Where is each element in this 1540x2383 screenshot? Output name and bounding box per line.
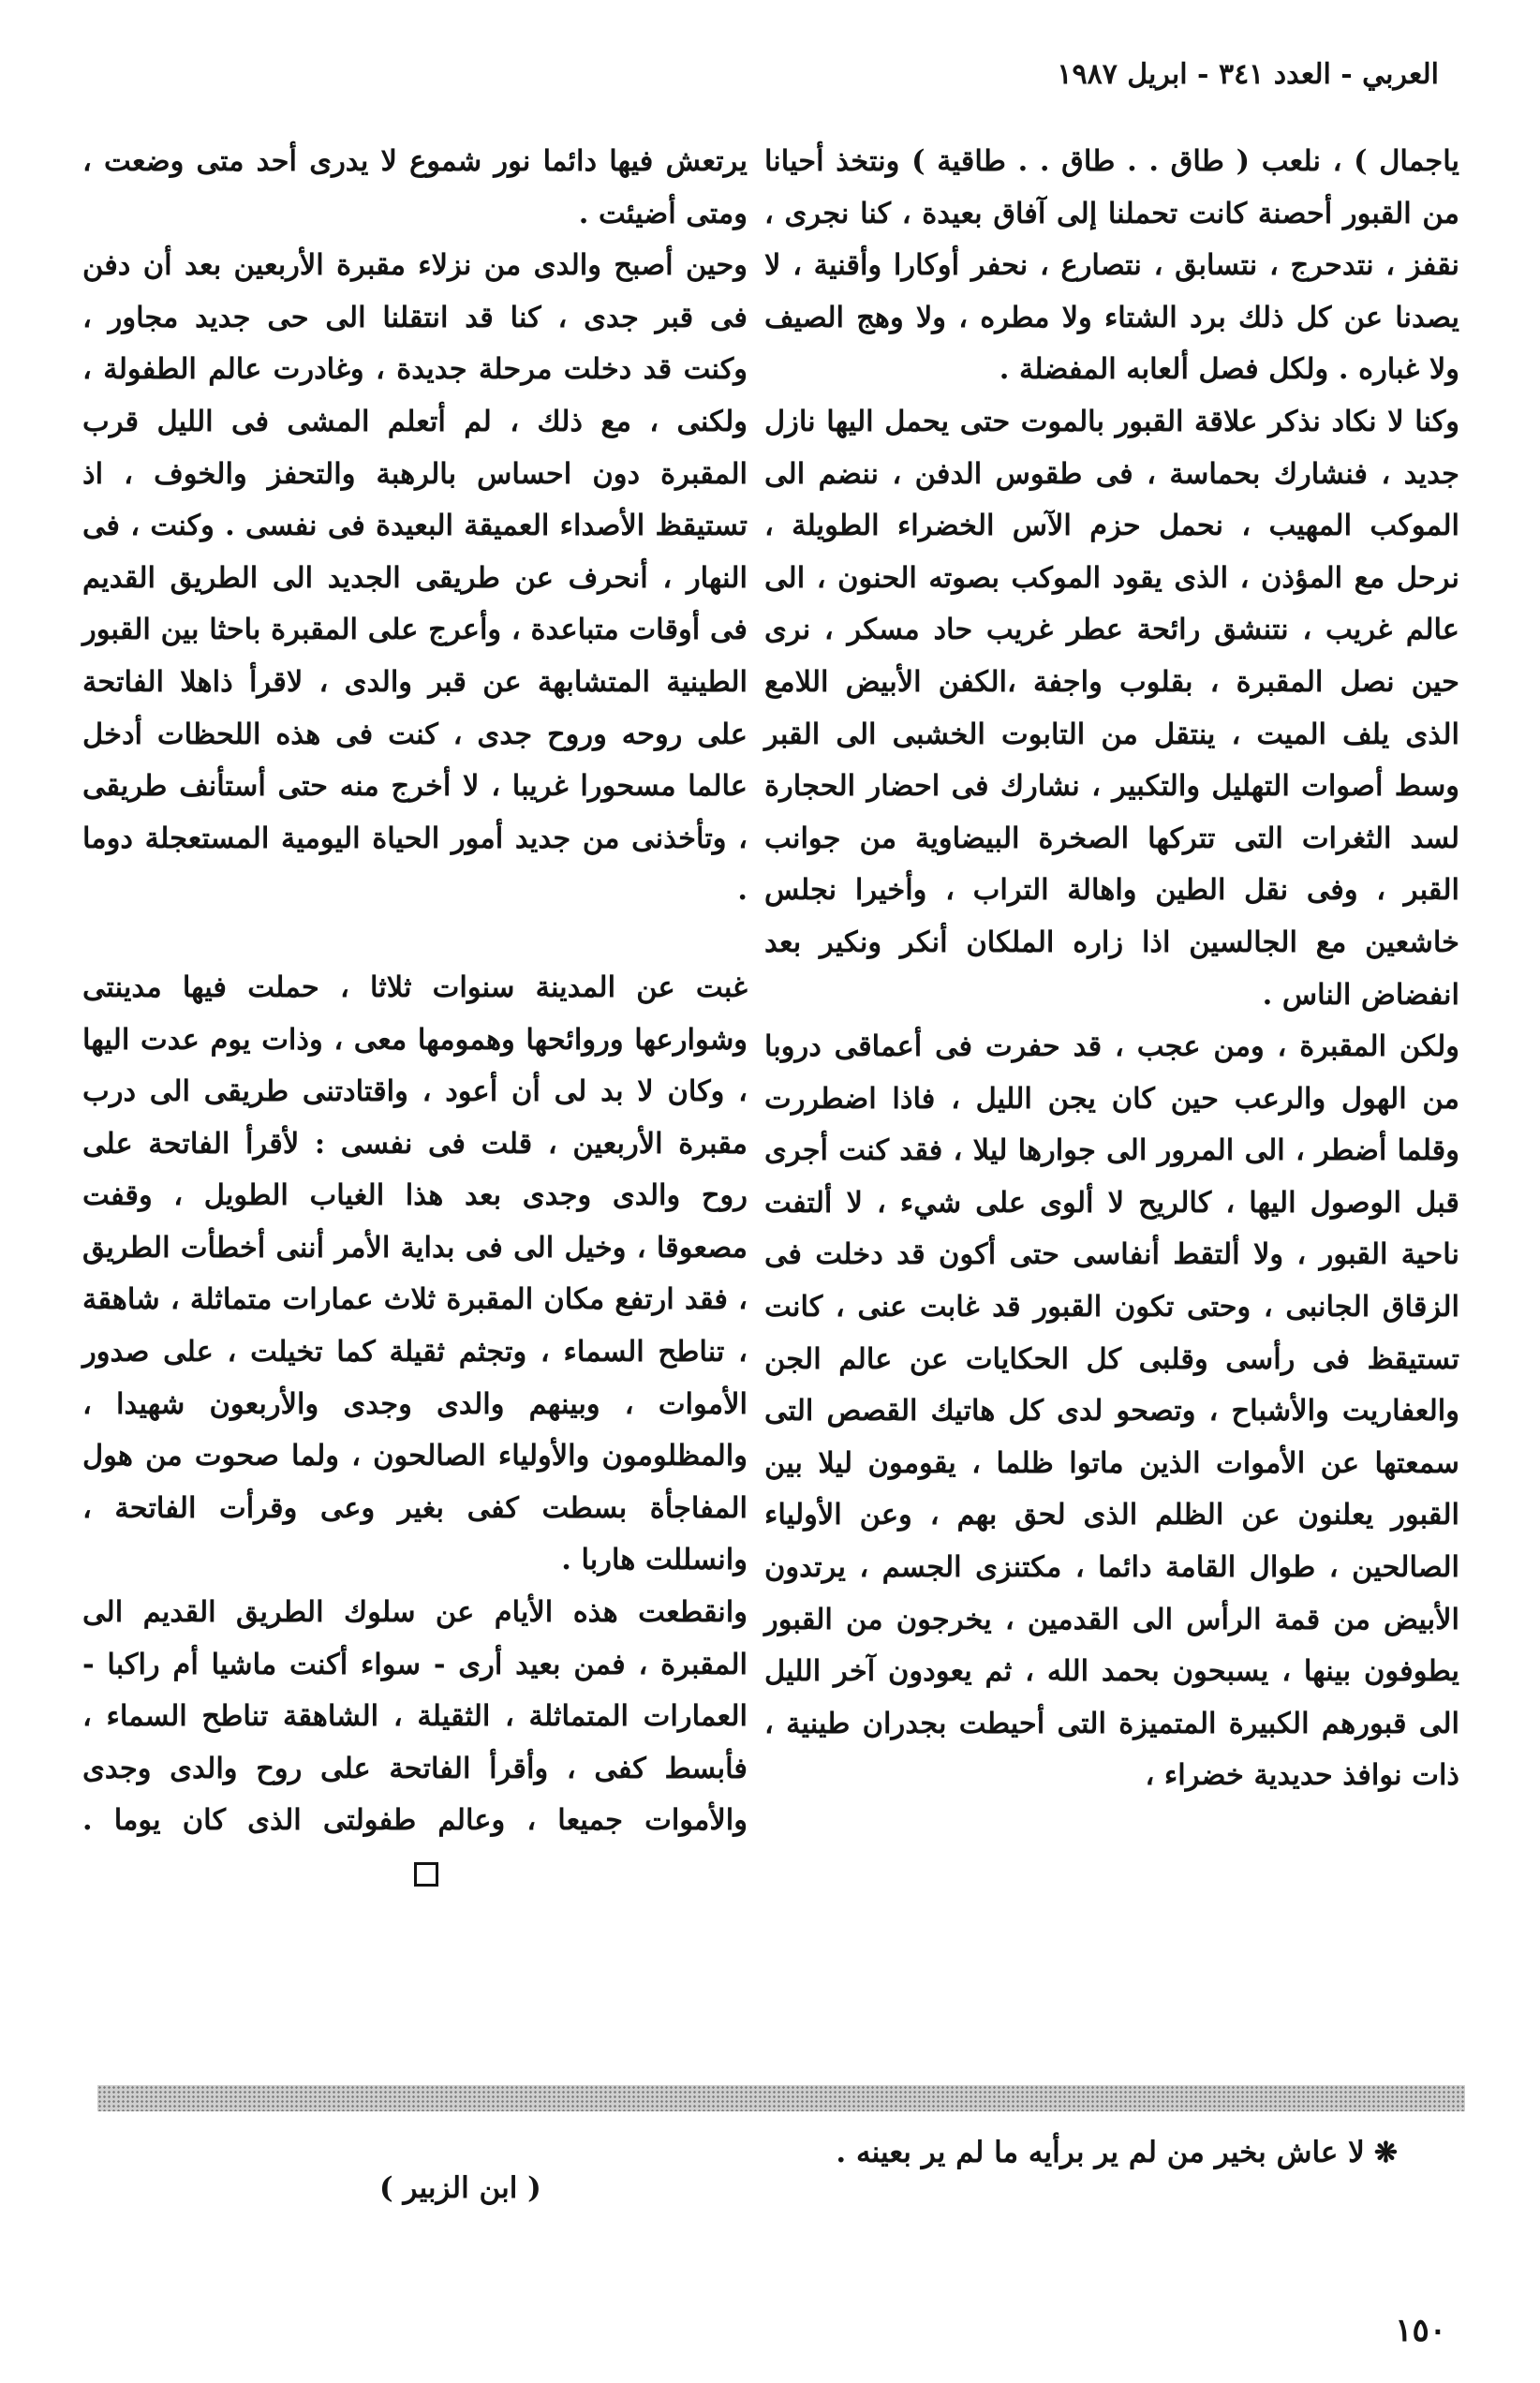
paragraph: ولكن المقبرة ، ومن عجب ، قد حفرت فى أعماقى دروبا من الهول والرعب حين كان يجن الليل ، فاذا اضطررت وقلما أضطر ، الى المرور الى جوارها ليلا ، فقد كنت أجرى قبل الوصول اليها ، كالريح لا ألوى على شيء ، لا ألتفت ناحية القبور ، ولا ألتقط أنفاسى حتى أكون قد دخلت فى الزقاق الجانبى ، وحتى تكون القبور قد غابت عنى ، كانت تستيقظ فى رأسى وقلبى كل الحكايات عن عالم الجن والعفاريت والأشباح ، وتصحو لدى كل هاتيك القصص التى سمعتها عن الأموات الذين ماتوا ظلما ، يقومون ليلا بين القبور يعلنون عن الظلم الذى لحق بهم ، وعن الأولياء الصالحين ، طوال القامة دائما ، مكتنزى الجسم ، يرتدون الأبيض من قمة الرأس الى القدمين ، يخرجون من القبور يطوفون بينها ، يسبحون بحمد الله ، ثم يعودون آخر الليل الى قبورهم الكبيرة المتميزة التى أحيطت بجدران طينية ، ذات نوافذ حديدية خضراء ، (764, 1029, 1459, 1793)
running-head: العربي - العدد ٣٤١ - ابريل ١٩٨٧ (1057, 58, 1439, 91)
star-icon: ❋ (1373, 2137, 1398, 2169)
article-column-left (82, 136, 748, 1900)
paragraph: وكنا لا نكاد نذكر علاقة القبور بالموت حتى يحمل اليها نازل جديد ، فنشارك بحماسة ، فى طقوس الدفن ، ننضم الى الموكب المهيب ، نحمل حزم الآس الخضراء الطويلة ، نرحل مع المؤذن ، الذى يقود الموكب بصوته الحنون ، الى عالم غريب ، نتنشق رائحة عطر غريب حاد مسكر ، نرى حين نصل المقبرة ، بقلوب واجفة ،الكفن الأبيض اللامع الذى يلف الميت ، ينتقل من التابوت الخشبى الى القبر وسط أصوات التهليل والتكبير ، نشارك فى احضار الحجارة لسد الثغرات التى تتركها الصخرة البيضاوية من جوانب القبر ، وفى نقل الطين واهالة التراب ، وأخيرا نجلس خاشعين مع الجالسين اذا زاره الملكان أنكر ونكير بعد انفضاض الناس . (764, 404, 1459, 1012)
paragraph: ياجمال ) ، نلعب ( طاق . . طاق . . طاقية ) ونتخذ أحيانا من القبور أحصنة كانت تحملنا إلى آفاق بعيدة ، كنا نجرى ، نقفز ، نتدحرج ، نتسابق ، نتصارع ، نحفر أوكارا وأقنية ، لا يصدنا عن كل ذلك برد الشتاء ولا مطره ، ولا وهج الصيف ولا غباره . ولكل فصل ألعابه المفضلة . (764, 144, 1459, 387)
quote-attribution: ( ابن الزبير ) (379, 2171, 541, 2205)
paragraph: غبت عن المدينة سنوات ثلاثا ، حملت فيها مدينتى وشوارعها وروائحها وهمومها معى ، وذات يوم عدت اليها ، وكان لا بد لى أن أعود ، واقتادتنى طريقى الى درب مقبرة الأربعين ، قلت فى نفسى : لأقرأ الفاتحة على روح والدى وجدى بعد هذا الغياب الطويل ، وقفت مصعوقا ، وخيل الى فى بداية الأمر أننى أخطأت الطريق ، فقد ارتفع مكان المقبرة ثلاث عمارات متماثلة ، شاهقة ، تناطح السماء ، وتجثم ثقيلة كما تخيلت ، على صدور الأموات ، وبينهم والدى وجدى والأربعون شهيدا ، والمظلومون والأولياء الصالحون ، ولما صحوت من هول المفاجأة بسطت كفى بغير وعى وقرأت الفاتحة ، وانسللت هاربا . (82, 969, 748, 1577)
paragraph-final-text: وانقطعت هذه الأيام عن سلوك الطريق القديم الى المقبرة ، فمن بعيد أرى - سواء أكنت ماشيا أم راكبا - العمارات المتماثلة ، الثقيلة ، الشاهقة تناطح السماء ، فأبسط كفى ، وأقرأ الفاتحة على روح والدى وجدى والأموات جميعا ، وعالم طفولتى الذى كان يوما . (82, 1595, 748, 1838)
article-section-2 (82, 962, 748, 1900)
quote-text: لا عاش بخير من لم ير برأيه ما لم ير بعينه . (836, 2136, 1365, 2169)
page-number: ١٥٠ (1395, 2312, 1446, 2349)
quote (836, 2136, 1398, 2169)
paragraph: يرتعش فيها دائما نور شموع لا يدرى أحد متى وضعت ، ومتى أضيئت . (82, 144, 748, 230)
end-of-article-icon (414, 1862, 438, 1887)
paragraph: وحين أصبح والدى من نزلاء مقبرة الأربعين بعد أن دفن فى قبر جدى ، كنا قد انتقلنا الى حى جديد مجاور ، وكنت قد دخلت مرحلة جديدة ، وغادرت عالم الطفولة ، ولكنى ، مع ذلك ، لم أتعلم المشى فى الليل قرب المقبرة دون احساس بالرهبة والتحفز والخوف ، اذ تستيقظ الأصداء العميقة البعيدة فى نفسى . وكنت ، فى النهار ، أنحرف عن طريقى الجديد الى الطريق القديم فى أوقات متباعدة ، وأعرج على المقبرة باحثا بين القبور الطينية المتشابهة عن قبر والدى ، لاقرأ ذاهلا الفاتحة على روحه وروح جدى ، كنت فى هذه اللحظات أدخل عالما مسحورا غريبا ، لا أخرج منه حتى أستأنف طريقى ، وتأخذنى من جديد أمور الحياة اليومية المستعجلة دوما . (82, 248, 748, 908)
section-divider (97, 2085, 1465, 2111)
article-column-right (764, 136, 1459, 1802)
paragraph-final (82, 1587, 748, 1900)
